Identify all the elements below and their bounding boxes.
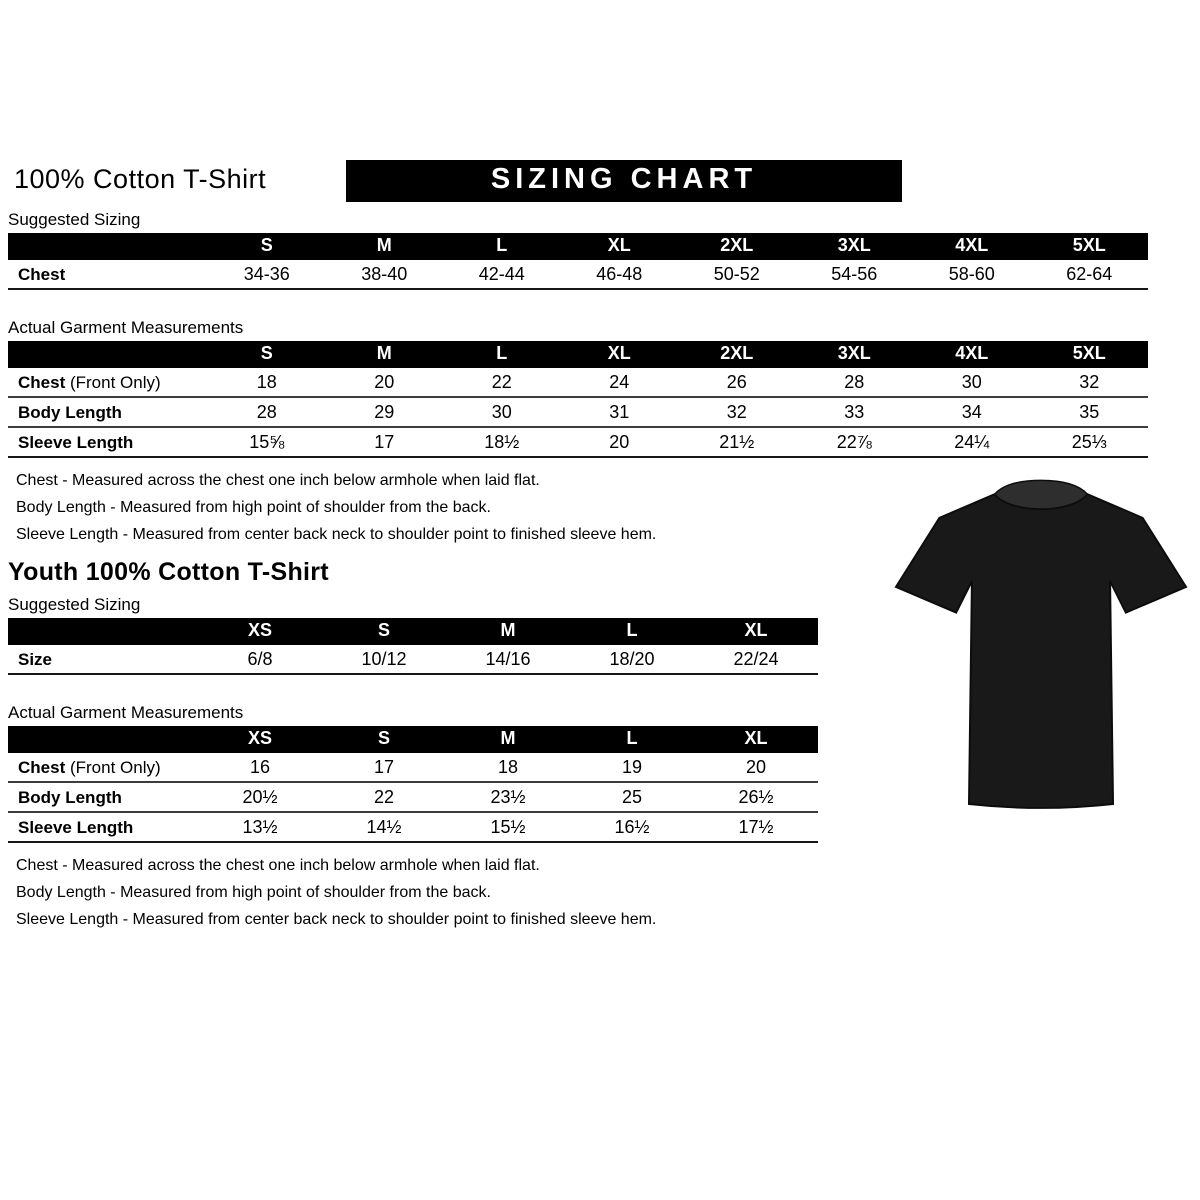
cell: 16½ [614, 817, 650, 837]
size-col-header: XL [694, 618, 818, 645]
row-label-suffix: (Front Only) [65, 757, 161, 777]
measurement-note: Body Length - Measured from high point of shoulder from the back. [16, 884, 491, 901]
header-row [6, 160, 1156, 202]
adult-suggested-sizing-label: Suggested Sizing [8, 210, 141, 229]
table-row [8, 812, 818, 842]
cell: 38-40 [361, 264, 408, 284]
cell: 25 [621, 787, 643, 807]
table-row [8, 645, 818, 674]
youth-suggested-sizing-label: Suggested Sizing [8, 595, 141, 614]
row-label-text: Chest [18, 264, 66, 284]
cell: 17 [374, 432, 395, 452]
cell: 14½ [366, 817, 402, 837]
size-col-header: L [443, 233, 561, 260]
size-col-header: S [208, 233, 326, 260]
size-col-header: M [326, 233, 444, 260]
size-col-header: 3XL [796, 233, 914, 260]
row-label-text: Size [18, 649, 53, 669]
youth-measurement-notes [6, 857, 1156, 929]
row-label [8, 812, 198, 842]
cell: 14/16 [485, 649, 531, 669]
size-col-header: XL [561, 233, 679, 260]
row-label [8, 782, 198, 812]
header-spacer [8, 726, 198, 753]
size-col-header: 4XL [913, 233, 1031, 260]
cell: 17 [373, 757, 395, 777]
cell: 33 [844, 402, 865, 422]
row-label-suffix: (Front Only) [65, 372, 161, 392]
row-label [8, 427, 208, 457]
cell: 19 [621, 757, 643, 777]
row-label [8, 260, 208, 289]
cell: 34 [961, 402, 982, 422]
row-label [8, 753, 198, 782]
size-col-header: 2XL [678, 341, 796, 368]
header-spacer [8, 341, 208, 368]
size-col-header: 5XL [1031, 233, 1149, 260]
cell: 46-48 [596, 264, 643, 284]
cell: 22/24 [733, 649, 779, 669]
size-col-header: S [322, 726, 446, 753]
size-col-header: L [570, 726, 694, 753]
cell: 15⅝ [249, 432, 285, 452]
cell: 18 [497, 757, 519, 777]
cell: 18 [256, 372, 277, 392]
row-label-text: Body Length [18, 787, 122, 807]
header-spacer [8, 618, 198, 645]
cell: 32 [1079, 372, 1100, 392]
cell: 42-44 [478, 264, 525, 284]
cell: 24 [609, 372, 630, 392]
size-col-header: 3XL [796, 341, 914, 368]
page-title: 100% Cotton T-Shirt [14, 164, 267, 194]
cell: 23½ [490, 787, 526, 807]
size-header-row [8, 618, 818, 645]
cell: 18½ [484, 432, 520, 452]
cell: 31 [609, 402, 630, 422]
cell: 20½ [242, 787, 278, 807]
measurement-note: Sleeve Length - Measured from center back neck to shoulder point to finished sleeve hem. [16, 911, 657, 928]
cell: 54-56 [831, 264, 878, 284]
size-col-header: S [208, 341, 326, 368]
cell: 16 [249, 757, 271, 777]
size-col-header: XS [198, 618, 322, 645]
cell: 30 [961, 372, 982, 392]
cell: 28 [256, 402, 277, 422]
row-label [8, 368, 208, 397]
cell: 6/8 [247, 649, 273, 669]
cell: 13½ [242, 817, 278, 837]
row-label-text: Body Length [18, 402, 122, 422]
cell: 21½ [719, 432, 755, 452]
adult-actual-measurements-label: Actual Garment Measurements [8, 318, 244, 337]
cell: 20 [745, 757, 767, 777]
cell: 22⅞ [836, 432, 872, 452]
size-col-header: M [326, 341, 444, 368]
cell: 24¼ [954, 432, 990, 452]
measurement-note: Chest - Measured across the chest one inch below armhole when laid flat. [16, 857, 540, 874]
cell: 35 [1079, 402, 1100, 422]
cell: 20 [374, 372, 395, 392]
tshirt-graphic [893, 478, 1189, 834]
row-label [8, 645, 198, 674]
youth-section-title: Youth 100% Cotton T-Shirt [8, 558, 329, 586]
size-col-header: 5XL [1031, 341, 1149, 368]
row-label-text: Sleeve Length [18, 817, 134, 837]
table-row [8, 753, 818, 782]
cell: 26 [726, 372, 747, 392]
cell: 34-36 [243, 264, 290, 284]
youth-suggested-sizing-table [8, 618, 818, 675]
cell: 62-64 [1066, 264, 1113, 284]
cell: 10/12 [361, 649, 407, 669]
cell: 22 [373, 787, 395, 807]
size-col-header: XL [561, 341, 679, 368]
size-header-row [8, 726, 818, 753]
cell: 30 [491, 402, 512, 422]
size-col-header: S [322, 618, 446, 645]
cell: 17½ [738, 817, 774, 837]
size-header-row [8, 341, 1148, 368]
row-label-text: Sleeve Length [18, 432, 134, 452]
size-col-header: 4XL [913, 341, 1031, 368]
row-label-text: Chest [18, 757, 66, 777]
size-col-header: M [446, 618, 570, 645]
measurement-note: Chest - Measured across the chest one inch below armhole when laid flat. [16, 472, 540, 489]
table-row [8, 397, 1148, 427]
cell: 18/20 [609, 649, 655, 669]
cell: 28 [844, 372, 865, 392]
row-label-text: Chest [18, 372, 66, 392]
youth-actual-measurements-table [8, 726, 818, 843]
table-row [8, 782, 818, 812]
table-row [8, 260, 1148, 289]
measurement-note: Sleeve Length - Measured from center back neck to shoulder point to finished sleeve hem. [16, 526, 657, 543]
youth-actual-measurements-label: Actual Garment Measurements [8, 703, 244, 722]
size-col-header: M [446, 726, 570, 753]
cell: 32 [726, 402, 747, 422]
table-row [8, 427, 1148, 457]
adult-suggested-sizing-table [8, 233, 1148, 290]
size-header-row [8, 233, 1148, 260]
cell: 26½ [738, 787, 774, 807]
tshirt-image [893, 478, 1189, 834]
cell: 25⅓ [1071, 432, 1107, 452]
size-col-header: XL [694, 726, 818, 753]
adult-actual-measurements-table [8, 341, 1148, 458]
cell: 58-60 [948, 264, 995, 284]
cell: 50-52 [713, 264, 760, 284]
cell: 29 [374, 402, 395, 422]
size-col-header: L [443, 341, 561, 368]
sizing-chart-banner: SIZING CHART [346, 160, 902, 202]
table-row [8, 368, 1148, 397]
row-label [8, 397, 208, 427]
size-col-header: L [570, 618, 694, 645]
measurement-note: Body Length - Measured from high point of shoulder from the back. [16, 499, 491, 516]
cell: 20 [609, 432, 630, 452]
cell: 15½ [490, 817, 526, 837]
size-col-header: 2XL [678, 233, 796, 260]
size-col-header: XS [198, 726, 322, 753]
cell: 22 [491, 372, 512, 392]
header-spacer [8, 233, 208, 260]
